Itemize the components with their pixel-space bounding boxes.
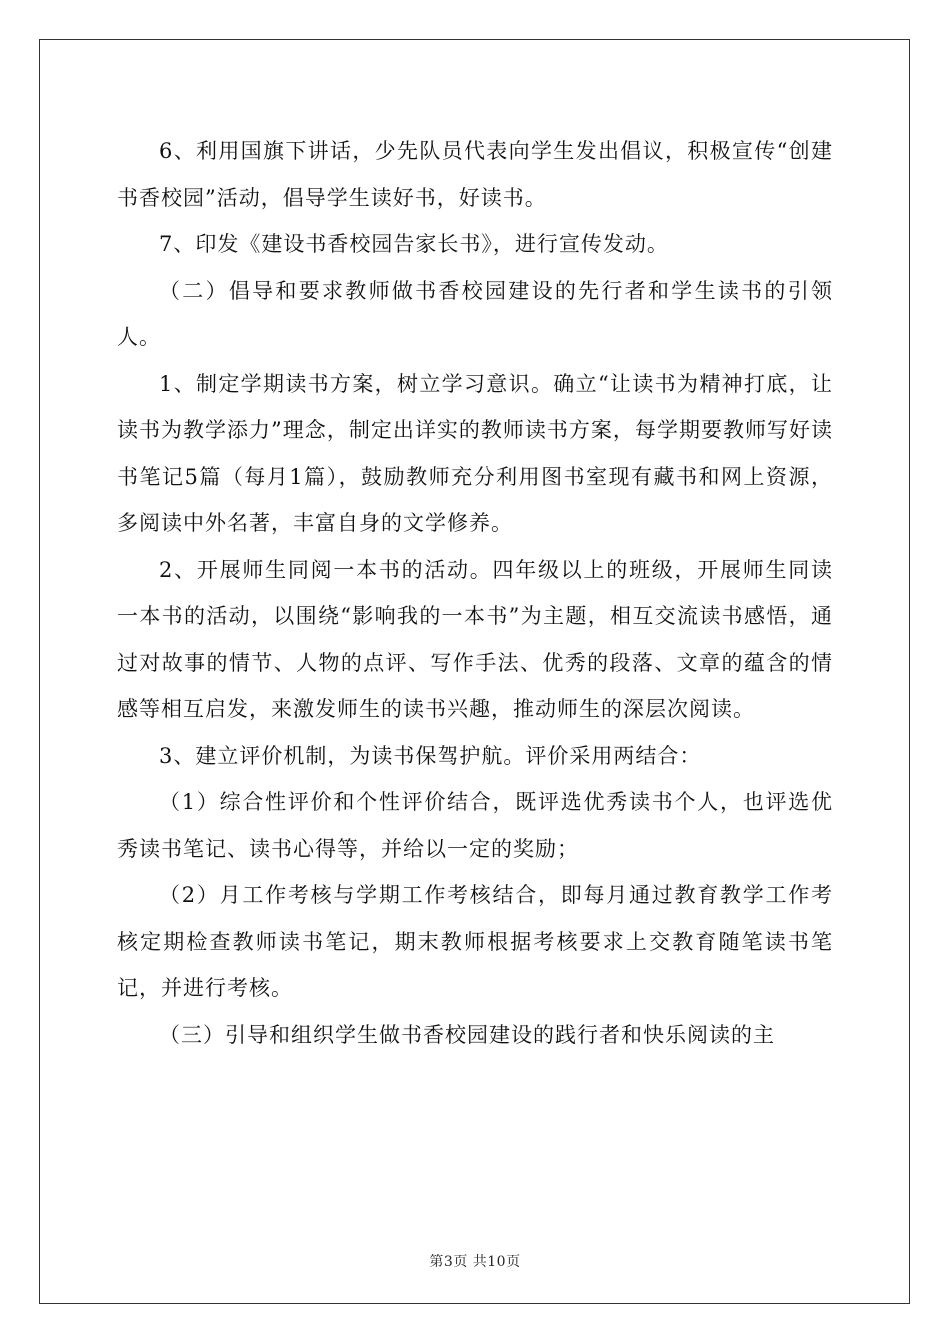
paragraph-2-3-1: （1）综合性评价和个性评价结合，既评选优秀读书个人，也评选优秀读书笔记、读书心得等，并给以一定的奖励； [117, 790, 833, 861]
paragraph-6: 6、利用国旗下讲话，少先队员代表向学生发出倡议，积极宣传“创建书香校园”活动，倡导学生读好书，好读书。 [117, 139, 833, 210]
paragraph-2-2: 2、开展师生同阅一本书的活动。四年级以上的班级，开展师生同读一本书的活动，以围绕“影响我的一本书”为主题，相互交流读书感悟，通过对故事的情节、人物的点评、写作手法、优秀的段落、文章的蕴含的情感等相互启发，来激发师生的读书兴趣，推动师生的深层次阅读。 [117, 557, 833, 721]
paragraph-2-1: 1、制定学期读书方案，树立学习意识。确立“让读书为精神打底，让读书为教学添力”理念，制定出详实的教师读书方案，每学期要教师写好读书笔记5篇（每月1篇），鼓励教师充分利用图书室现有藏书和网上资源，多阅读中外名著，丰富自身的文学修养。 [117, 371, 833, 535]
page-number-footer: 第3页 共10页 [429, 1254, 521, 1270]
paragraph-2-3-2: （2）月工作考核与学期工作考核结合，即每月通过教育教学工作考核定期检查教师读书笔记，期末教师根据考核要求上交教育随笔读书笔记，并进行考核。 [117, 883, 833, 1000]
paragraph-7: 7、印发《建设书香校园告家长书》，进行宣传发动。 [159, 232, 669, 256]
paragraph-2-3: 3、建立评价机制，为读书保驾护航。评价采用两结合： [159, 743, 702, 768]
section-heading-2: （二）倡导和要求教师做书香校园建设的先行者和学生读书的引领人。 [117, 278, 833, 349]
section-heading-3: （三）引导和组织学生做书香校园建设的践行者和快乐阅读的主 [159, 1022, 775, 1047]
document-body [117, 128, 833, 1058]
